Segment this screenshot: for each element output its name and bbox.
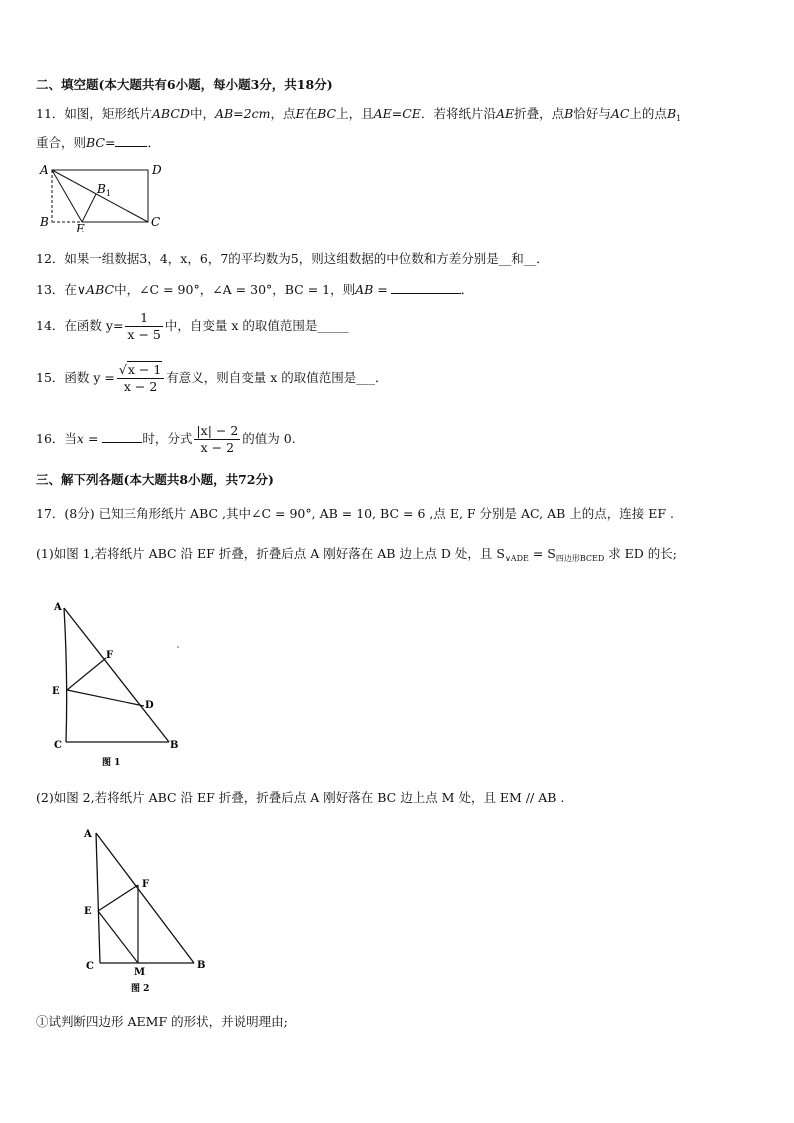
section-title-fill: 二、填空题(本大题共有6小题，每小题3分，共18分) (36, 77, 333, 92)
fraction-q16 (194, 423, 240, 456)
q11-text: 恰好与 (573, 106, 611, 121)
question-11-line1 (36, 105, 681, 128)
label-b: B (197, 960, 206, 971)
q11-abcd: ABCD (151, 106, 190, 121)
figure-2 (76, 825, 226, 1000)
question-15 (36, 358, 388, 398)
fraction-denominator: x − 5 (127, 327, 161, 342)
label-b1-sub: 1 (106, 189, 112, 198)
diagonal-ac (52, 170, 148, 222)
circled-number-1: ① (36, 1014, 49, 1029)
speck (177, 646, 179, 648)
segment-ef (98, 885, 138, 911)
numerator-rest: − 2 (215, 423, 239, 438)
question-17-sub1 (36, 1013, 288, 1031)
question-14 (36, 306, 349, 346)
q11-text: 在 (304, 106, 318, 121)
side-ab (64, 608, 169, 742)
segment-ed (67, 690, 144, 706)
abs-value: x (200, 423, 208, 438)
q11-ab: AB=2cm (214, 106, 271, 121)
q11-ac: AC (610, 106, 630, 121)
label-e: E (52, 686, 60, 697)
q11-ae: AE (495, 106, 515, 121)
area-subscript-ade: ∨ADE (504, 554, 529, 563)
label-e: E (76, 222, 85, 232)
q13-text: 13．在 (36, 282, 77, 297)
question-12: 12．如果一组数据3，4，x，6，7的平均数为5，则这组数据的中位数和方差分别是__和__． (36, 251, 549, 266)
answer-blank[interactable]: ___ (356, 370, 376, 385)
q13-text: 中，∠C = 90°，∠A = 30°，BC = 1，则 (114, 282, 356, 297)
area-subscript-bced: 四边形BCED (555, 554, 605, 563)
q16-x: x (76, 431, 84, 446)
side-ab (96, 833, 194, 963)
q11-text: 11．如图，矩形纸片 (36, 106, 152, 121)
fraction-numerator: |x| − 2 (196, 423, 239, 438)
label-a: A (84, 829, 92, 840)
label-b1: B (97, 182, 106, 196)
fraction-q15 (117, 362, 164, 395)
q11-text: 上，且 (336, 106, 374, 121)
caption-figure-1: 图 1 (102, 758, 121, 768)
q17-text: (1)如图 1,若将纸片 ABC 沿 EF 折叠，折叠后点 A 刚好落在 AB 边上点 D 处，且 S (36, 546, 505, 561)
answer-blank[interactable] (115, 134, 147, 147)
q15-text: ． (375, 370, 388, 385)
section-title-solve: 三、解下列各题(本大题共8小题，共72分) (36, 472, 274, 487)
label-c: C (86, 961, 94, 972)
q13-ab: AB = (355, 282, 388, 297)
q11-b1: B (666, 106, 677, 121)
q11-text: ． (147, 135, 160, 150)
segment-ef (67, 658, 106, 690)
q17-sub1-text: 试判断四边形 AEMF 的形状，并说明理由; (48, 1014, 288, 1029)
label-d: D (145, 700, 154, 711)
answer-blank[interactable]: _____ (317, 318, 349, 333)
q17-text: 求 ED 的长; (604, 546, 678, 561)
segment-eb1 (82, 194, 96, 222)
label-b: B (170, 740, 179, 751)
radicand: x − 1 (127, 362, 162, 377)
q16-text: 时，分式 (142, 431, 193, 446)
q11-b: B (564, 106, 574, 121)
q16-eq: = (83, 431, 103, 446)
caption-figure-2: 图 2 (131, 984, 150, 994)
question-17-part2: (2)如图 2,若将纸片 ABC 沿 EF 折叠，折叠后点 A 刚好落在 BC 边上点 M 处，且 EM // AB . (36, 790, 565, 805)
answer-blank[interactable] (102, 430, 142, 443)
fraction-denominator: x − 2 (123, 379, 158, 394)
label-a: A (54, 602, 62, 613)
question-13 (36, 281, 473, 299)
q11-b1-sub: 1 (676, 114, 682, 123)
label-c: C (54, 740, 62, 751)
q14-text: 中，自变量 x 的取值范围是 (164, 318, 318, 333)
side-ac (64, 608, 67, 742)
q11-text: ，点 (270, 106, 296, 121)
label-c: C (151, 215, 161, 229)
q15-text: 15．函数 y = (36, 370, 115, 385)
figure-q11-rectangle (34, 160, 164, 232)
q16-text: 的值为 0. (242, 431, 296, 446)
label-e: E (84, 906, 92, 917)
q11-text: ．若将纸片沿 (420, 106, 496, 121)
q11-text: 重合，则 (36, 135, 87, 150)
label-b: B (40, 215, 49, 229)
q11-e: E (295, 106, 305, 121)
label-a: A (40, 163, 49, 177)
fraction-numerator: √x − 1 (117, 362, 164, 379)
fraction-denominator: x − 2 (200, 440, 235, 455)
q11-bc: BC (317, 106, 337, 121)
fraction-numerator: 1 (125, 310, 162, 327)
q11-text: 折叠，点 (514, 106, 565, 121)
figure-1 (44, 598, 194, 773)
answer-blank[interactable] (391, 281, 461, 294)
q11-bc2: BC= (86, 135, 116, 150)
side-ac (96, 833, 100, 963)
question-16 (36, 419, 296, 459)
label-m: M (134, 967, 146, 978)
q11-text: 上的点 (629, 106, 667, 121)
q13-text: ． (460, 282, 474, 297)
q11-aece: AE=CE (373, 106, 421, 121)
q11-text: 中， (189, 106, 215, 121)
question-17-part1 (36, 545, 677, 568)
q15-text: 有意义，则自变量 x 的取值范围是 (166, 370, 357, 385)
q16-text: 16．当 (36, 431, 77, 446)
segment-em (98, 911, 138, 963)
label-f: F (142, 879, 150, 890)
question-17-stem: 17．(8分) 已知三角形纸片 ABC ,其中∠C = 90°, AB = 10, BC = 6 ,点 E, F 分别是 AC, AB 上的点，连接 EF . (36, 506, 675, 521)
q17-text: = S (528, 546, 556, 561)
label-f: F (106, 650, 114, 661)
fraction-q14 (125, 310, 162, 343)
q13-triangle: ∨ABC (76, 282, 115, 297)
q14-text: 14．在函数 y= (36, 318, 124, 333)
label-d: D (152, 163, 162, 177)
question-11-line2 (36, 134, 160, 152)
